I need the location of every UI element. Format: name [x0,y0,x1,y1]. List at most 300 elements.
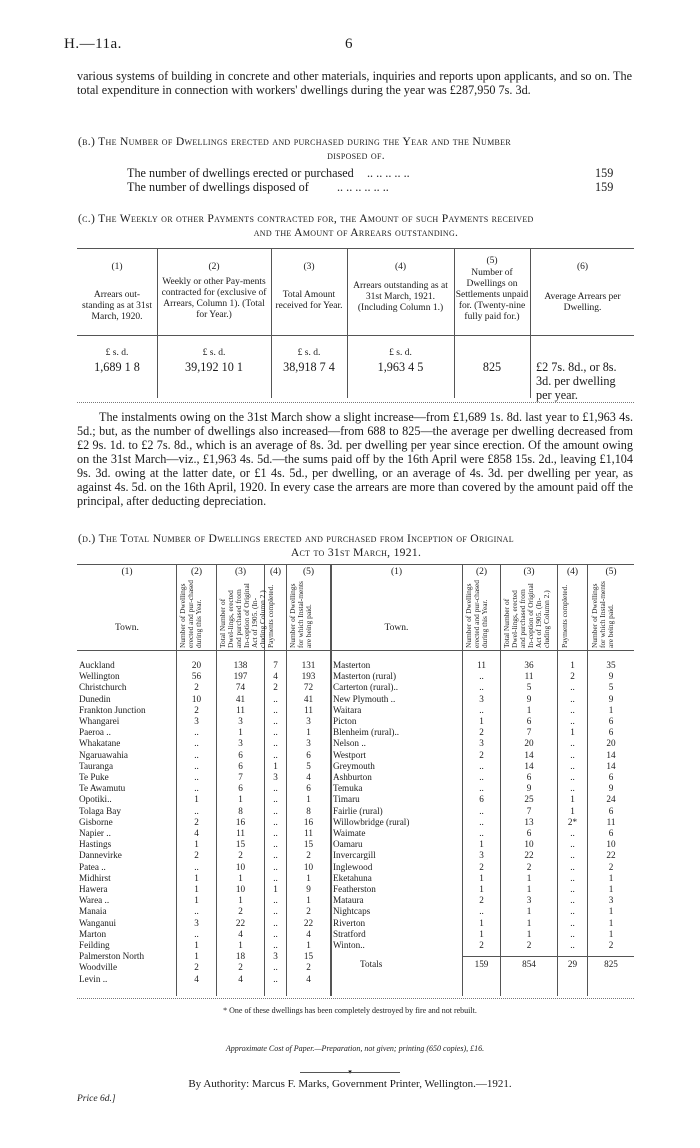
section-d-title: (d.) The Total Number of Dwellings erected and purchased from Inception of Original [78,532,514,545]
left-table-row-town: Napier .. [79,828,111,838]
right-table-row-town: Fairlie (rural) [333,805,383,816]
left-table-row-col-2: 4 [194,828,199,838]
left-table-row-town: Tolaga Bay [79,805,121,816]
left-table-row-town: Tauranga [79,760,114,771]
right-table-row-col-4: 1 [570,794,575,805]
right-table-row-col-2: 3 [479,738,484,749]
right-table-row-col-4: .. [570,872,575,883]
col-c6-num: (6) [576,262,589,272]
intro-paragraph: various systems of building in concrete and other materials, inquiries and reports upon applicants, and so on. The total expenditure in connection with workers' dwellings during the year was £287,950 7s. 3d. [77,69,632,97]
left-table-row-col-3: 4 [238,928,243,939]
right-table-row-col-3: 14 [524,749,534,760]
left-table-row-col-5: 6 [306,749,311,760]
left-table-row-col-4: .. [273,928,278,939]
col-divider [286,564,287,996]
right-table-row-col-2: 1 [479,839,484,850]
right-table-row-col-2: 3 [479,850,484,861]
right-table-row-col-3: 6 [526,828,532,838]
left-table-row-col-3: 16 [235,816,246,827]
right-table-row-town: Mataura [333,895,364,906]
left-table-row-col-3: 11 [236,828,245,838]
right-table-row-col-2: .. [479,816,484,827]
table-d-bottom-rule [77,998,634,999]
left-table-row-col-2: 2 [194,816,199,827]
left-table-row-town: Dannevirke [79,850,122,861]
right-table-row-col-4: .. [570,928,575,939]
right-table-row-town: Masterton [333,660,371,670]
left-table-row-col-5: 1 [306,940,311,950]
left-table-row-col-2: 3 [194,917,199,928]
right-table-row-col-4: .. [570,906,575,917]
d-left-c4-header: Payments completed. [266,584,275,648]
left-table-row-col-4: .. [273,906,278,917]
section-c-title-2: and the Amount of Arrears outstanding. [253,226,459,239]
right-table-row-col-4: .. [570,738,575,749]
left-table-row-col-5: 22 [303,917,314,928]
left-table-row-col-3: 2 [238,962,243,973]
row-label: The number of dwellings disposed of [127,180,309,194]
totals-row-col-2: 159 [474,959,489,970]
col-c1-num: (1) [111,262,123,272]
left-table-row-col-5: 4 [306,928,311,939]
left-table-row-town: Warea .. [79,895,110,906]
value-c5: 825 [482,360,502,374]
right-table-row-col-2: 3 [479,693,484,704]
right-table-row-col-2: 1 [479,872,484,883]
left-table-row-col-2: 1 [194,794,199,805]
left-table-row-town: Paeroa .. [79,727,111,738]
left-table-row-col-4: 2 [273,682,278,693]
right-table-row-town: Riverton [333,917,366,928]
left-table-row-town: Gisborne [79,816,113,827]
left-table-row-town: Te Puke [79,772,109,782]
left-table-row-col-4: .. [273,839,278,850]
right-table-row-col-2: 1 [479,884,484,894]
left-table-row-col-2: 3 [194,716,199,726]
left-table-row-col-5: 11 [304,704,313,715]
value-c2: 39,192 10 1 [185,360,243,374]
d-left-c3-header: Total Number of Dwel-lings, erected and purchased from In-ception of Original Act of 1905. (In-cluding Column 2.) [218,583,267,648]
left-table-row-col-4: .. [273,738,278,749]
right-table-row-col-5: 9 [608,693,614,704]
left-table-row-town: Wanganui [79,917,117,928]
left-table-row-col-2: .. [194,727,199,738]
right-table-row-col-3: 6 [526,772,532,782]
left-table-row-col-5: 6 [306,783,311,794]
right-table-row-col-4: .. [570,839,575,850]
section-b-title: (b.) The Number of Dwellings erected and purchased during the Year and the Number [78,135,511,148]
right-table-row-col-4: .. [570,884,575,894]
left-table-row-col-5: 131 [301,660,316,670]
right-table-row-col-2: 2 [479,749,484,760]
right-table-row-col-4: .. [570,861,575,872]
right-table-row-col-3: 6 [526,716,532,726]
left-table-row-col-3: 1 [238,895,243,906]
col-divider [500,564,501,996]
left-table-row-col-4: 1 [273,884,278,894]
left-table-row-town: Feilding [79,940,110,950]
left-table-row-town: Levin .. [79,973,108,984]
right-table-row-town: Blenheim (rural).. [333,727,400,738]
right-table-row-col-2: 2 [479,861,484,872]
left-table-row-col-5: 1 [306,872,311,883]
right-table-row-col-2: 2 [479,940,484,950]
right-table-row-col-4: 2* [567,816,578,827]
left-table-row-col-4: .. [273,895,278,906]
authority-imprint: By Authority: Marcus F. Marks, Government Printer, Wellington.—1921. [188,1078,512,1090]
left-table-row-col-5: 4 [306,772,311,782]
left-table-row-col-3: 7 [238,772,243,782]
left-table-row-col-3: 6 [238,783,243,794]
right-table-row-col-5: 11 [606,816,616,827]
left-table-row-col-5: 1 [306,727,311,738]
right-table-row-col-4: .. [570,895,575,906]
left-table-row-col-2: 1 [194,839,199,850]
right-table-row-col-3: 9 [526,783,532,794]
leader-dots: .. .. .. .. .. [367,166,410,180]
right-table-row-col-4: .. [570,682,575,693]
left-table-row-col-2: .. [194,805,199,816]
left-table-row-col-3: 15 [235,839,246,850]
leader-dots: .. .. .. .. .. .. [337,180,389,194]
value-c6: £2 7s. 8d., or 8s. 3d. per dwelling per year. [536,360,617,402]
arrears-paragraph: The instalments owing on the 31st March show a slight increase—from £1,689 1s. 8d. last year to £1,963 4s. 5d.; but, as the number of dwellings also increased—from 688 to 825—the average per dwelling decreased from £2 9s. 1d. to £2 7s. 8d., which is an average of 8s. 3d. per dwelling per year since erection. Of the amount owing on the 31st March—viz., £1,963 4s. 5d.—the sums paid off by the 16th April were £858 15s. 2d., leaving £1,104 9s. 3d. owing at the latter date, or £1 4s. 5d., per dwelling, or an average of 4s. 3d. per dwelling per year, as against 4s. 5d. on the 16th April, 1920. In every case the arrears are more than covered by the amount paid off the principal, after deducting depreciation. [77,410,633,508]
col-c4-num: (4) [394,262,407,272]
right-table-row-col-3: 22 [524,850,534,861]
right-table-row-col-3: 3 [526,895,532,906]
left-table-row-col-2: .. [194,760,199,771]
right-table-row-col-2: .. [479,760,484,771]
left-table-row-col-3: 197 [233,671,248,682]
col-c5-num: (5) [486,256,498,266]
left-table-row-col-5: 2 [306,906,311,917]
right-table-row-col-3: 36 [524,660,534,670]
right-table-row-col-5: 6 [608,772,614,782]
right-table-row-col-2: .. [479,783,484,794]
left-table-row-col-2: 56 [191,671,202,682]
right-table-row-col-4: .. [570,940,575,950]
left-table-row-col-4: .. [273,816,278,827]
left-table-row-col-3: 1 [238,794,243,805]
left-table-row-town: Manaia [79,906,107,917]
left-table-row-col-4: .. [273,727,278,738]
right-table-row-town: Invercargill [333,850,376,861]
d-right-c4-header: Payments completed. [560,584,569,648]
right-table-row-col-5: 9 [608,783,614,794]
left-table-row-col-4: .. [273,973,278,984]
left-table-row-col-4: 3 [273,951,278,962]
right-table-row-col-5: 2 [608,940,614,950]
report-reference: H.—11a. [64,36,122,52]
right-table-row-town: Waitara [333,704,362,715]
left-table-row-col-3: 1 [238,727,243,738]
right-table-row-col-5: 1 [608,906,614,917]
col-c3-num: (3) [303,262,315,272]
units-c1: £ s. d. [105,348,129,358]
right-table-row-col-5: 24 [606,794,616,805]
left-table-row-col-2: .. [194,861,199,872]
left-table-row-col-4: .. [273,794,278,805]
right-table-row-col-3: 1 [526,917,532,928]
left-table-row-col-2: 20 [191,660,202,670]
right-table-row-town: New Plymouth .. [333,693,396,704]
right-table-row-town: Winton.. [333,940,365,950]
left-table-row-col-4: .. [273,828,278,838]
right-table-row-col-3: 10 [524,839,534,850]
left-table-row-col-3: 18 [235,951,246,962]
table-c-top-rule [77,248,634,249]
right-table-row-col-4: .. [570,760,575,771]
left-table-row-col-5: 3 [306,738,311,749]
right-table-row-town: Masterton (rural) [333,671,397,682]
left-table-row-col-2: .. [194,772,199,782]
col-c5-label: Number of Dwellings on Settlements unpaid for. (Twenty-nine fully paid for.) [455,268,529,322]
ornament: ▾ [348,1068,352,1076]
left-table-row-col-5: 2 [306,962,311,973]
value-c1: 1,689 1 8 [94,360,140,374]
left-table-row-town: Midhirst [79,872,111,883]
left-table-row-town: Opotiki.. [79,794,112,805]
right-table-row-town: Greymouth [333,760,375,771]
right-table-row-col-3: 13 [524,816,534,827]
left-table-row-col-5: 5 [306,760,311,771]
right-table-row-col-5: 5 [608,682,614,693]
left-table-row-town: Marton [79,928,107,939]
left-table-row-col-4: 7 [273,660,278,670]
d-left-num-4: (4) [269,567,282,577]
right-table-row-col-3: 1 [526,928,532,939]
left-table-row-col-3: 138 [233,660,248,670]
section-b-row-1 [127,166,627,180]
left-table-row-col-4: .. [273,940,278,950]
left-table-row-col-2: 2 [194,850,199,861]
totals-rule [463,956,634,957]
left-table-row-col-3: 8 [238,805,243,816]
right-table-row-col-4: .. [570,716,575,726]
right-table-row-col-3: 1 [526,872,532,883]
section-b-title-2: disposed of. [327,149,385,162]
left-table-row-col-5: 3 [306,716,311,726]
right-table-row-col-2: .. [479,704,484,715]
totals-row-col-3: 854 [522,959,536,970]
d-right-c3-header: Total Number of Dwel-lings, erected and purchased from In-ception of Original Act of 1905. (In-cluding Column 2.) [502,583,551,648]
right-table-row-col-5: 9 [608,671,614,682]
d-right-town-header: Town. [384,623,409,633]
section-d-title-2: Act to 31st March, 1921. [290,546,422,559]
d-left-num-1: (1) [121,567,133,577]
right-table-row-col-5: 1 [608,884,614,894]
price: Price 6d.] [77,1094,116,1104]
right-table-row-town: Waimate [333,828,366,838]
d-right-num-5: (5) [605,567,617,577]
d-left-c2-header: Number of Dwellings erected and pur-chased during this Year. [178,580,203,648]
left-table-row-col-3: 10 [235,861,246,872]
right-table-row-col-5: 2 [608,861,614,872]
right-table-row-col-5: 1 [608,872,614,883]
section-c-title: (c.) The Weekly or other Payments contracted for, the Amount of such Payments received [78,212,534,225]
left-table-row-town: Auckland [79,660,115,670]
left-table-row-col-4: .. [273,872,278,883]
left-table-row-col-4: 4 [273,671,278,682]
right-table-row-col-5: 1 [608,704,614,715]
left-table-row-col-2: .. [194,783,199,794]
left-table-row-col-4: .. [273,917,278,928]
right-table-row-col-3: 1 [526,884,532,894]
right-table-row-col-2: 6 [479,794,484,805]
left-table-row-col-2: .. [194,928,199,939]
right-table-row-col-4: 1 [570,727,575,738]
left-table-row-col-4: 3 [273,772,278,782]
left-table-row-col-2: 1 [194,872,199,883]
d-right-num-3: (3) [523,567,535,577]
left-table-row-col-2: 10 [191,693,202,704]
row-value: 159 [595,166,614,180]
left-table-row-col-4: .. [273,749,278,760]
right-table-row-col-3: 25 [524,794,534,805]
units-c3: £ s. d. [297,348,321,358]
left-table-row-col-2: 1 [194,884,199,894]
left-table-row-town: Woodville [79,962,118,973]
left-table-row-col-3: 22 [235,917,246,928]
right-table-row-col-5: 1 [608,928,614,939]
right-table-row-col-5: 14 [606,760,616,771]
left-table-row-col-4: .. [273,850,278,861]
left-table-row-col-2: 1 [194,940,199,950]
left-table-row-col-5: 4 [306,973,311,984]
right-table-row-col-2: .. [479,828,484,838]
left-table-row-col-5: 15 [303,839,314,850]
left-table-row-col-3: 6 [238,749,243,760]
left-table-row-col-4: 1 [273,760,278,771]
right-table-row-col-5: 6 [608,828,614,838]
right-table-row-col-4: .. [570,693,575,704]
left-table-row-col-3: 1 [238,872,243,883]
d-right-num-2: (2) [475,567,488,577]
left-table-row-col-3: 74 [235,682,246,693]
left-table-row-col-3: 41 [235,693,246,704]
right-table-row-col-2: 2 [479,727,484,738]
col-divider [216,564,217,996]
page-number: 6 [345,36,353,52]
d-left-num-2: (2) [190,567,203,577]
left-table-row-col-5: 16 [303,816,314,827]
right-table-row-col-5: 3 [608,895,614,906]
right-table-row-col-5: 10 [606,839,616,850]
left-table-row-col-5: 8 [306,805,311,816]
d-left-num-3: (3) [234,567,247,577]
right-table-row-town: Nelson .. [333,738,366,749]
right-table-row-col-2: 1 [479,928,484,939]
right-table-row-col-4: .. [570,917,575,928]
row-value: 159 [595,180,614,194]
right-table-row-col-2: 11 [477,660,486,670]
col-c3-label: Total Amount received for Year. [275,290,343,311]
left-table-row-town: Wellington [79,671,120,682]
right-table-row-col-3: 2 [526,940,532,950]
right-table-row-col-3: 5 [526,682,532,693]
right-table-row-col-3: 11 [524,671,534,682]
right-table-row-col-4: .. [570,772,575,782]
right-table-row-town: Timaru [333,794,360,805]
right-table-row-col-2: .. [479,772,484,782]
right-table-row-col-5: 6 [608,727,614,738]
table-c-head-rule [77,335,634,336]
left-table-row-town: Hastings [79,839,112,850]
footnote: * One of these dwellings has been completely destroyed by fire and not rebuilt. [223,1006,477,1015]
left-table-row-col-2: 2 [194,962,199,973]
right-table-row-town: Eketahuna [333,872,372,883]
left-table-row-col-3: 3 [238,716,243,726]
d-left-town-header: Town. [115,623,139,633]
table-d-head-rule [77,650,634,651]
right-table-row-col-4: .. [570,749,575,760]
totals-row-town: Totals [360,959,383,970]
left-table-row-col-5: 72 [303,682,314,693]
left-table-row-town: Christchurch [79,682,127,693]
right-table-row-col-5: 6 [608,805,614,816]
right-table-row-col-5: 6 [608,716,614,726]
left-table-row-col-3: 3 [238,738,243,749]
col-divider [557,564,558,996]
left-table-row-town: Dunedin [79,693,111,704]
col-divider [176,564,177,996]
table-d-top-rule [77,564,634,565]
right-table-row-town: Ashburton [333,772,372,782]
units-c2: £ s. d. [202,348,226,358]
left-table-row-town: Whangarei [79,716,120,726]
left-table-row-col-2: 1 [194,895,199,906]
right-table-row-col-2: .. [479,671,484,682]
col-c1-label: Arrears out-standing as at 31st March, 1920. [82,290,152,322]
d-left-num-5: (5) [302,567,315,577]
row-label: The number of dwellings erected or purchased [127,166,354,180]
left-table-row-col-4: .. [273,783,278,794]
right-table-row-col-5: 14 [606,749,616,760]
left-table-row-town: Ngaruawahia [79,749,128,760]
left-table-row-col-4: .. [273,805,278,816]
col-c4-label: Arrears outstanding as at 31st March, 1921. (Including Column 1.) [353,281,448,313]
left-table-row-col-5: 193 [301,671,316,682]
left-table-row-col-5: 9 [306,884,311,894]
right-table-row-town: Inglewood [333,861,373,872]
right-table-row-col-4: .. [570,783,575,794]
col-divider [462,564,463,996]
left-table-row-town: Te Awamutu [79,783,126,794]
right-table-row-col-3: 2 [526,861,532,872]
value-c3: 38,918 7 4 [283,360,335,374]
left-table-row-town: Frankton Junction [79,704,146,715]
left-table-row-col-2: 4 [194,973,199,984]
d-right-num-1: (1) [390,567,403,577]
right-table-row-col-3: 7 [526,805,532,816]
col-divider [587,564,588,996]
left-table-row-col-4: .. [273,962,278,973]
right-table-row-col-2: .. [479,906,484,917]
left-table-row-town: Hawera [79,884,108,894]
right-table-row-town: Featherston [333,884,376,894]
right-table-row-col-3: 1 [526,906,532,917]
left-table-row-col-5: 1 [306,794,311,805]
left-table-row-col-5: 41 [303,693,314,704]
right-table-row-town: Westport [333,749,366,760]
d-left-c5-header: Number of Dwellings for which Instal-ments are being paid. [288,581,313,648]
left-table-row-col-3: 6 [238,760,243,771]
left-table-row-col-2: 1 [194,951,199,962]
right-table-row-col-5: 20 [606,738,616,749]
left-table-row-col-4: .. [273,716,278,726]
left-table-row-col-3: 4 [238,973,243,984]
right-table-row-col-4: 1 [570,805,575,816]
